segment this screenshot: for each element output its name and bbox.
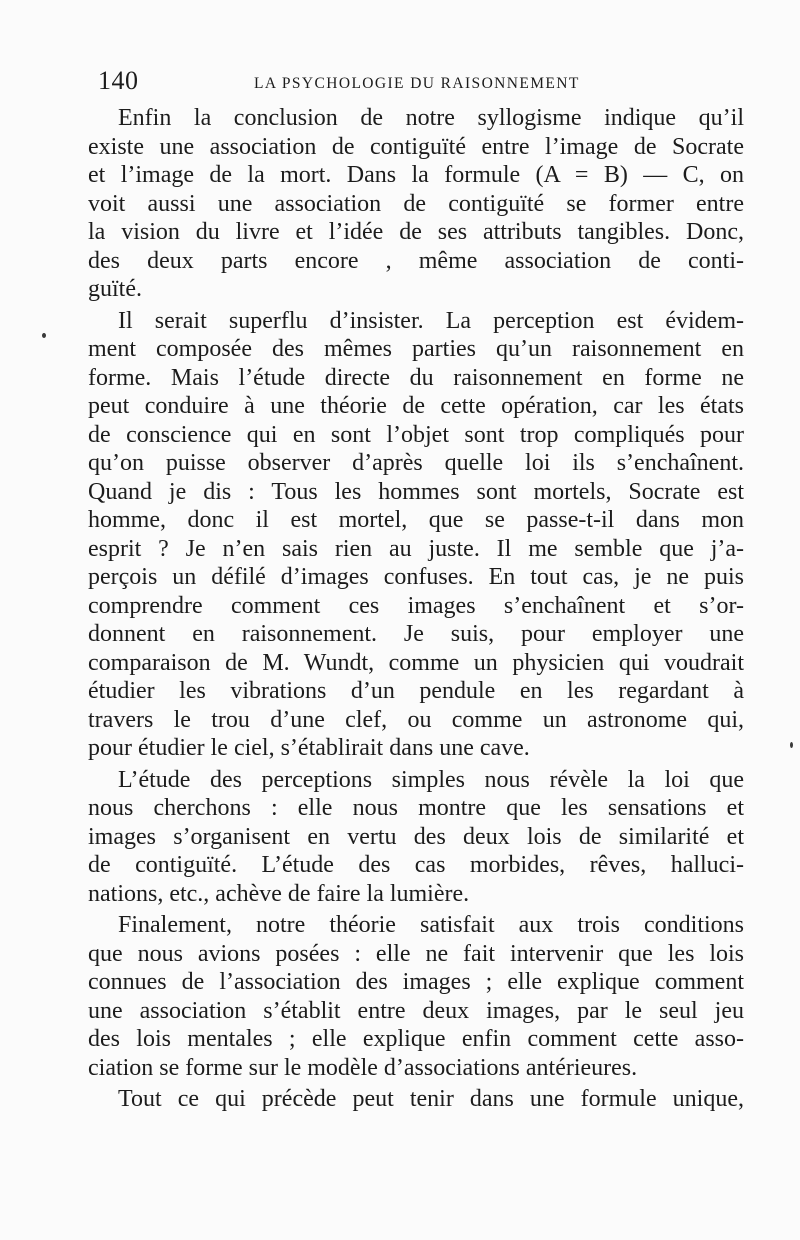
- text-line: comparaison de M. Wundt, comme un physicien qui voudrait: [88, 649, 744, 676]
- text-line: comprendre comment ces images s’enchaînent et s’or-: [88, 592, 744, 619]
- running-head: LA PSYCHOLOGIE DU RAISONNEMENT: [254, 75, 580, 92]
- text-line: qu’on puisse observer d’après quelle loi ils s’enchaînent.: [88, 450, 744, 476]
- text-line: perçois un défilé d’images confuses. En tout cas, je ne puis: [88, 564, 744, 590]
- text-line: des lois mentales ; elle explique enfin comment cette asso-: [88, 1026, 744, 1052]
- text-line: étudier les vibrations d’un pendule en les regardant à: [88, 678, 744, 704]
- text-line: peut conduire à une théorie de cette opération, car les états: [88, 393, 744, 419]
- text-line: pour étudier le ciel, s’établirait dans une cave.: [88, 735, 530, 761]
- text-line: ment composée des mêmes parties qu’un raisonnement en: [88, 336, 744, 362]
- text-line: et l’image de la mort. Dans la formule (A = B) — C, on: [88, 162, 744, 188]
- text-line: Quand je dis : Tous les hommes sont mortels, Socrate est: [88, 478, 744, 505]
- body-text: [88, 104, 744, 1114]
- text-line: connues de l’association des images ; elle explique comment: [88, 969, 744, 995]
- text-line: homme, donc il est mortel, que se passe-t-il dans mon: [88, 507, 744, 533]
- text-line: voit aussi une association de contiguïté se former entre: [88, 190, 744, 217]
- page-header: [98, 66, 748, 98]
- page-number: 140: [98, 66, 139, 95]
- text-line: Enfin la conclusion de notre syllogisme indique qu’il: [118, 105, 744, 131]
- text-line: Finalement, notre théorie satisfait aux trois conditions: [118, 912, 744, 938]
- text-line: donnent en raisonnement. Je suis, pour employer une: [88, 621, 744, 647]
- scan-speck: [42, 333, 46, 338]
- text-line: travers le trou d’une clef, ou comme un astronome qui,: [88, 706, 744, 733]
- text-line: des deux parts encore , même association de conti-: [88, 247, 744, 274]
- text-line: la vision du livre et l’idée de ses attributs tangibles. Donc,: [88, 219, 744, 245]
- text-line: de conscience qui en sont l’objet sont trop compliqués pour: [88, 421, 744, 448]
- text-line: guïté.: [88, 276, 142, 302]
- text-line: que nous avions posées : elle ne fait intervenir que les lois: [88, 940, 744, 967]
- text-line: Il serait superflu d’insister. La perception est évidem-: [118, 307, 744, 334]
- text-line: nous cherchons : elle nous montre que les sensations et: [88, 795, 744, 821]
- text-line: L’étude des perceptions simples nous révèle la loi que: [118, 766, 744, 793]
- text-line: nations, etc., achève de faire la lumière.: [88, 880, 470, 907]
- text-line: ciation se forme sur le modèle d’associations antérieures.: [88, 1054, 638, 1081]
- text-line: existe une association de contiguïté entre l’image de Socrate: [88, 133, 744, 160]
- text-line: esprit ? Je n’en sais rien au juste. Il me semble que j’a-: [88, 535, 744, 562]
- text-line: forme. Mais l’étude directe du raisonnement en forme ne: [88, 364, 744, 391]
- text-line: Tout ce qui précède peut tenir dans une formule unique,: [118, 1086, 744, 1112]
- scan-speck: [790, 742, 793, 748]
- text-line: images s’organisent en vertu des deux lois de similarité et: [88, 823, 744, 850]
- text-line: une association s’établit entre deux images, par le seul jeu: [88, 997, 744, 1024]
- text-line: de contiguïté. L’étude des cas morbides, rêves, halluci-: [88, 852, 744, 878]
